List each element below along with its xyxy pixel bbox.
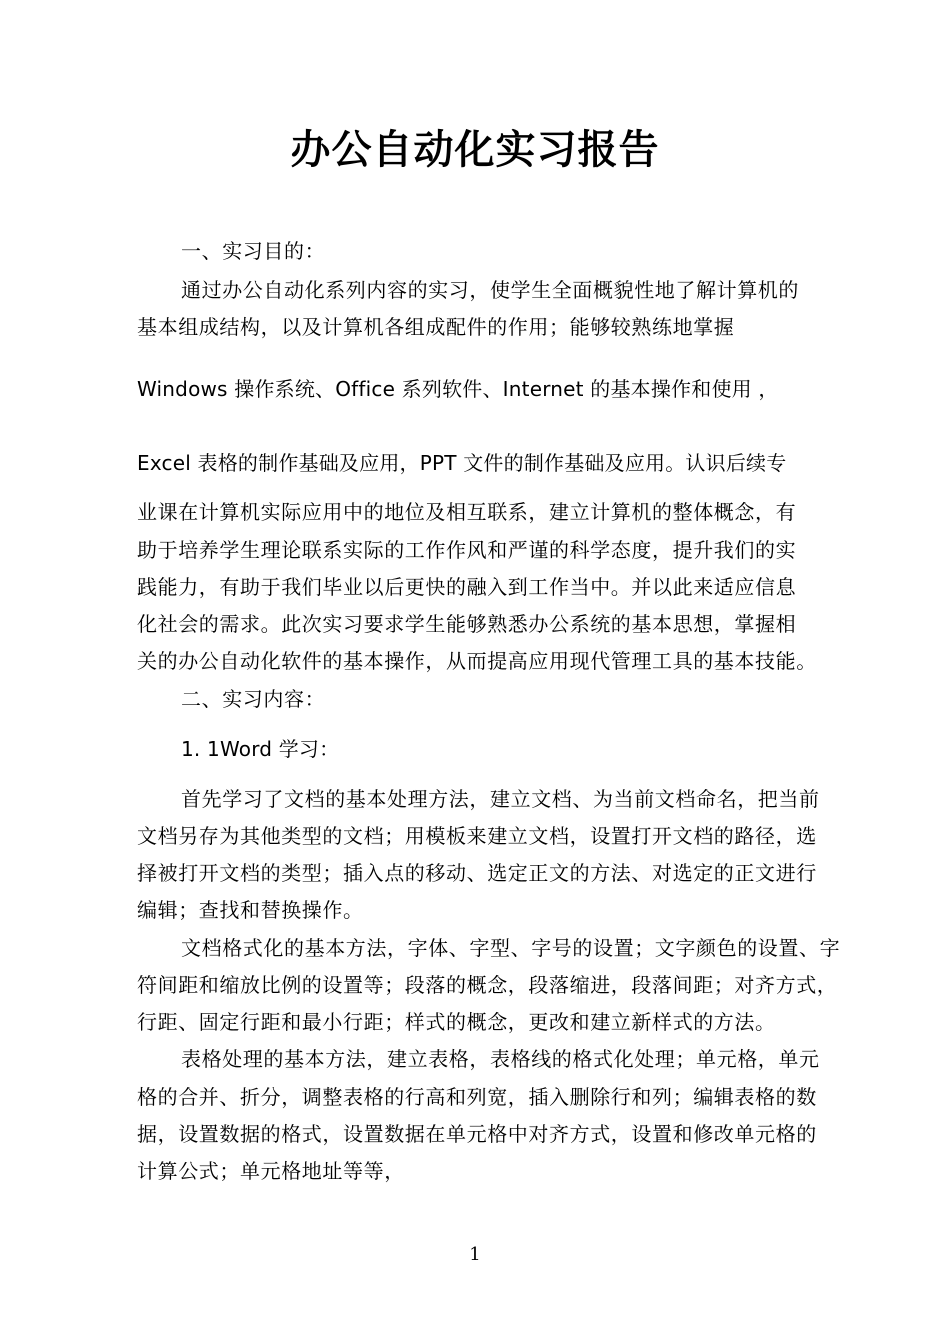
paragraph-line: 计算公式；单元格地址等等， — [137, 1159, 405, 1183]
paragraph-line: 业课在计算机实际应用中的地位及相互联系，建立计算机的整体概念，有 — [137, 500, 797, 524]
paragraph-line: 化社会的需求。此次实习要求学生能够熟悉办公系统的基本思想，掌握相 — [137, 612, 797, 636]
paragraph-line: 择被打开文档的类型；插入点的移动、选定正文的方法、对选定的正文进行 — [137, 861, 817, 885]
paragraph-line: 文档另存为其他类型的文档；用模板来建立文档，设置打开文档的路径，选 — [137, 824, 817, 848]
paragraph-line: 助于培养学生理论联系实际的工作作风和严谨的科学态度，提升我们的实 — [137, 538, 797, 562]
paragraph-line: 文档格式化的基本方法，字体、字型、字号的设置；文字颜色的设置、字 — [181, 936, 841, 960]
section-heading: 一、实习目的： — [181, 239, 326, 263]
paragraph-line: 行距、固定行距和最小行距；样式的概念，更改和建立新样式的方法。 — [137, 1010, 776, 1034]
paragraph-line: 践能力，有助于我们毕业以后更快的融入到工作当中。并以此来适应信息 — [137, 575, 797, 599]
document-title: 办公自动化实习报告 — [290, 127, 660, 173]
paragraph-line: 通过办公自动化系列内容的实习，使学生全面概貌性地了解计算机的 — [181, 278, 799, 302]
paragraph-line: 首先学习了文档的基本处理方法，建立文档、为当前文档命名，把当前 — [181, 787, 820, 811]
section-heading: 二、实习内容： — [181, 687, 326, 711]
paragraph-line: 符间距和缩放比例的设置等；段落的概念，段落缩进，段落间距；对齐方式， — [137, 973, 838, 997]
paragraph-line: 关的办公自动化软件的基本操作，从而提高应用现代管理工具的基本技能。 — [137, 649, 817, 673]
paragraph-line: 基本组成结构，以及计算机各组成配件的作用；能够较熟练地掌握 — [137, 315, 735, 339]
subsection-heading: 1. 1Word 学习： — [181, 737, 340, 761]
paragraph-line: 据，设置数据的格式，设置数据在单元格中对齐方式，设置和修改单元格的 — [137, 1122, 817, 1146]
paragraph-line: 表格处理的基本方法，建立表格，表格线的格式化处理；单元格，单元 — [181, 1047, 820, 1071]
paragraph-line: 编辑；查找和替换操作。 — [137, 898, 364, 922]
paragraph-line: Windows 操作系统、Office 系列软件、Internet 的基本操作和使用 ， — [137, 377, 779, 401]
paragraph-line: Excel 表格的制作基础及应用，PPT 文件的制作基础及应用。认识后续专 — [137, 451, 787, 475]
page-number: 1 — [469, 1244, 481, 1265]
paragraph-line: 格的合并、折分，调整表格的行高和列宽，插入删除行和列；编辑表格的数 — [137, 1085, 817, 1109]
